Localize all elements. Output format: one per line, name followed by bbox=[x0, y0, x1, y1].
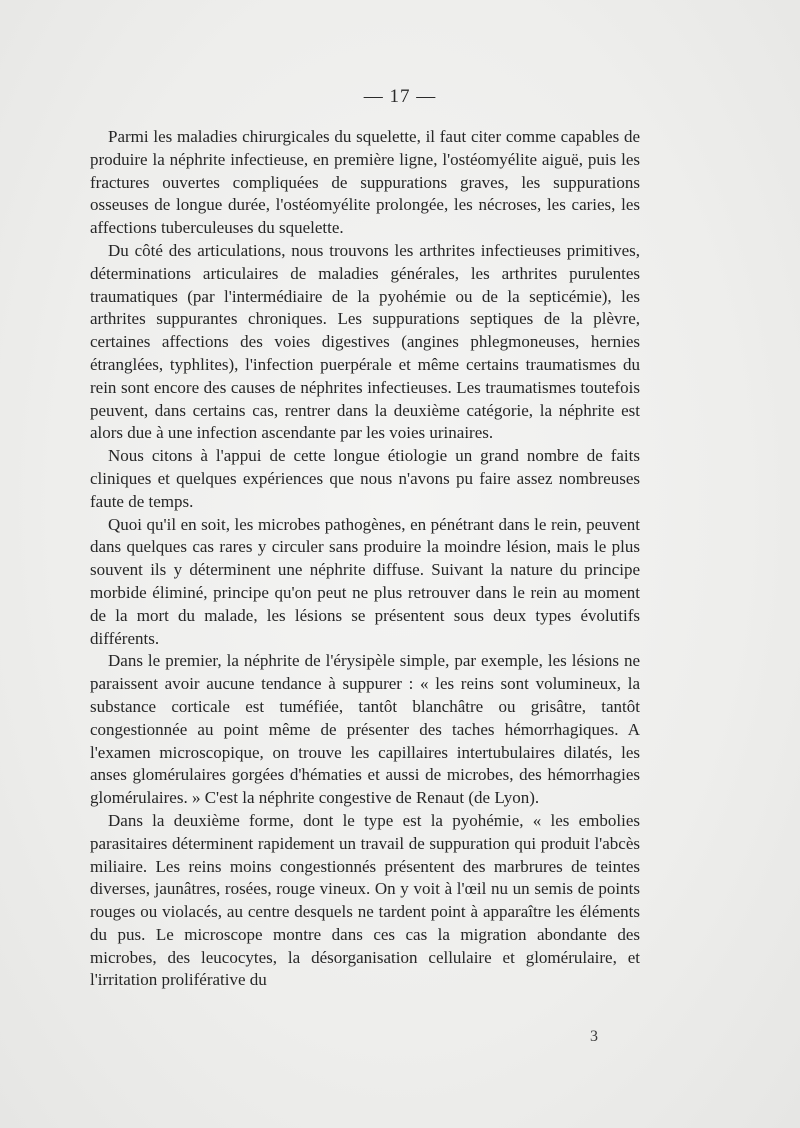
page-number-header: — 17 — bbox=[363, 86, 437, 107]
paragraph: Du côté des articulations, nous trouvons les arthrites infectieuses primitives, déterminations articulaires de maladies générales, les arthrites purulentes traumatiques (par l'intermédiaire de la pyohémie ou de la septicémie), les arthrites suppurantes chroniques. Les suppurations septiques de la plèvre, certaines affections des voies digestives (angines phlegmoneuses, hernies étranglées, typhlites), l'infection puerpérale et même certains traumatismes du rein sont encore des causes de néphrites infectieuses. Les traumatismes toutefois peuvent, dans certains cas, rentrer dans la deuxième catégorie, la néphrite est alors due à une infection ascendante par les voies urinaires. bbox=[90, 240, 640, 443]
paragraph: Parmi les maladies chirurgicales du squelette, il faut citer comme capables de produire la néphrite infectieuse, en première ligne, l'ostéomyélite aiguë, puis les fractures ouvertes compliquées de suppurations graves, les suppurations osseuses de longue durée, l'ostéomyélite prolongée, les nécroses, les caries, les affections tuberculeuses du squelette. bbox=[90, 127, 640, 238]
body-text bbox=[90, 126, 640, 992]
signature-mark: 3 bbox=[590, 1028, 598, 1045]
paragraph: Dans le premier, la néphrite de l'érysipèle simple, par exemple, les lésions ne paraissent avoir aucune tendance à suppurer : « les reins sont volumineux, la substance corticale est tuméfiée, tantôt blanchâtre ou grisâtre, tantôt congestionnée au point même de présenter des taches hémorrhagiques. A l'examen microscopique, on trouve les capillaires intertubulaires dilatés, les anses glomérulaires gorgées d'hématies et aussi de microbes, des hémorrhagies glomérulaires. » C'est la néphrite congestive de Renaut (de Lyon). bbox=[90, 651, 640, 808]
paragraph: Dans la deuxième forme, dont le type est la pyohémie, « les embolies parasitaires déterminent rapidement un travail de suppuration qui produit l'abcès miliaire. Les reins moins congestionnés présentent des marbrures de teintes diverses, jaunâtres, rosées, rouge vineux. On y voit à l'œil nu un semis de points rouges ou violacés, au centre desquels ne tardent point à apparaître les éléments du pus. Le microscope montre dans ces cas la migration abondante des microbes, des leucocytes, la désorganisation cellulaire et glomérulaire, et l'irritation proliférative du bbox=[90, 810, 640, 990]
paragraph: Quoi qu'il en soit, les microbes pathogènes, en pénétrant dans le rein, peuvent dans quelques cas rares y circuler sans produire la moindre lésion, mais le plus souvent ils y déterminent une néphrite diffuse. Suivant la nature du principe morbide éliminé, principe qu'on peut ne plus retrouver dans le rein au moment de la mort du malade, les lésions se présentent sous deux types évolutifs différents. bbox=[90, 514, 640, 648]
paragraph: Nous citons à l'appui de cette longue étiologie un grand nombre de faits cliniques et quelques expériences que nous n'avons pu faire assez nombreuses faute de temps. bbox=[90, 446, 640, 511]
